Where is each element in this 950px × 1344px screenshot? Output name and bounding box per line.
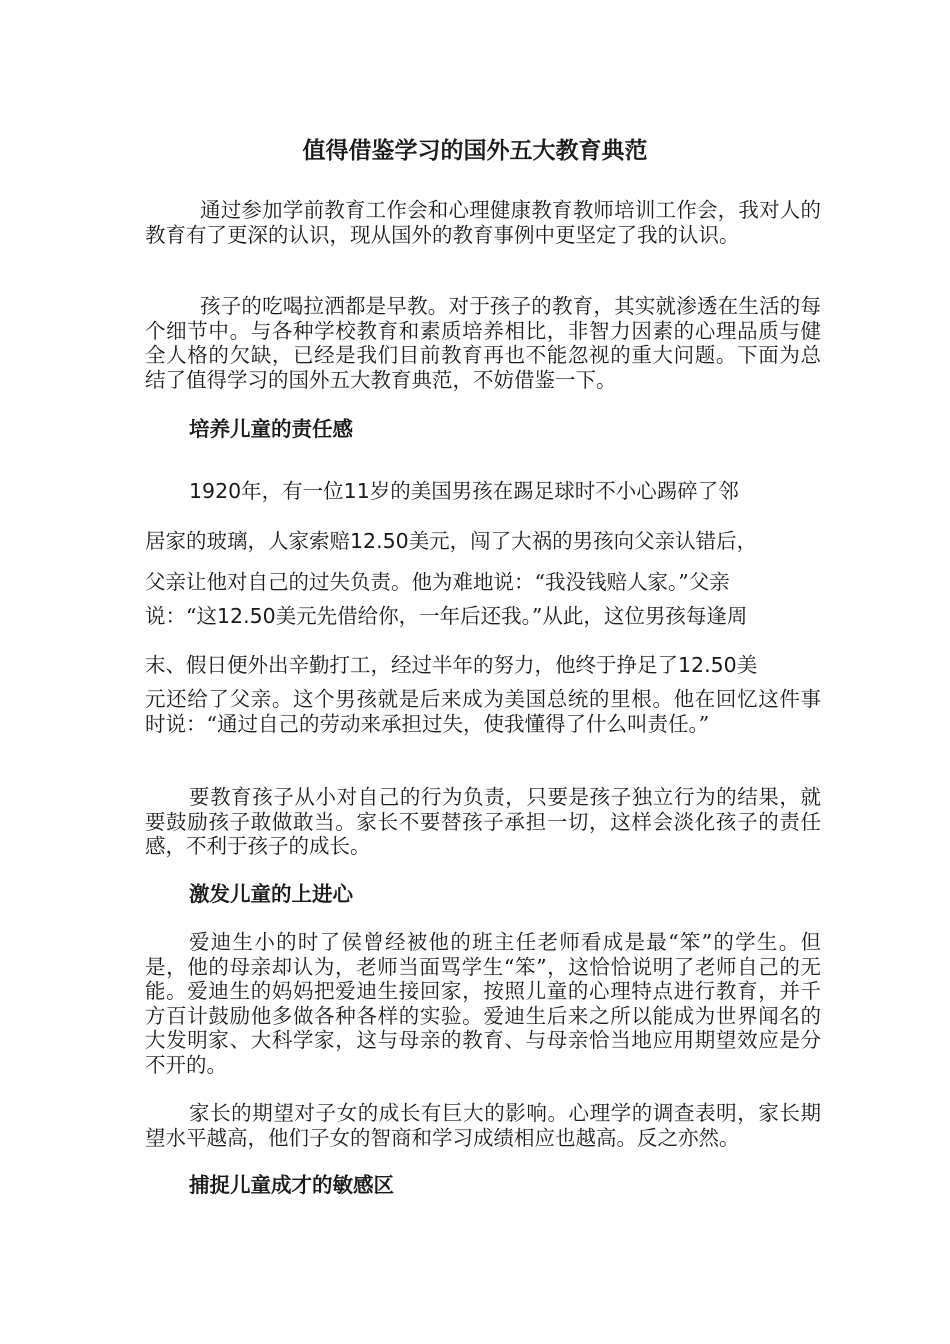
section-heading-responsibility: 培养儿童的责任感 [189,417,353,441]
story-line: 1920年，有一位11岁的美国男孩在踢足球时不小心踢碎了邻 [189,479,739,503]
edison-paragraph: 爱迪生小的时了侯曾经被他的班主任老师看成是最“笨”的学生。但是，他的母亲却认为，老师当面骂学生“笨”，这恰恰说明了老师自己的无能。爱迪生的妈妈把爱迪生接回家，按照儿童的心理特点进行教育，并千方百计鼓励他多做各种各样的实验。爱迪生后来之所以能成为世界闻名的大发明家、大科学家，这与母亲的教育、与母亲恰当地应用期望效应是分不开的。 [145,930,821,1077]
story-line: 居家的玻璃，人家索赔12.50美元，闯了大祸的男孩向父亲认错后， [145,529,758,553]
document-title: 值得借鉴学习的国外五大教育典范 [302,137,648,164]
responsibility-paragraph: 要教育孩子从小对自己的行为负责，只要是孩子独立行为的结果，就要鼓励孩子敢做敢当。家长不要替孩子承担一切，这样会淡化孩子的责任感，不利于孩子的成长。 [145,785,821,858]
expectation-paragraph: 家长的期望对子女的成长有巨大的影响。心理学的调查表明，家长期望水平越高，他们子女的智商和学习成绩相应也越高。反之亦然。 [145,1101,821,1150]
story-line: 末、假日便外出辛勤打工，经过半年的努力，他终于挣足了12.50美 [145,653,758,677]
section-heading-motivation: 激发儿童的上进心 [189,882,353,906]
story-line: 父亲让他对自己的过失负责。他为难地说：“我没钱赔人家。”父亲 [145,570,730,594]
story-tail: 元还给了父亲。这个男孩就是后来成为美国总统的里根。他在回忆这件事时说：“通过自己的劳动来承担过失，使我懂得了什么叫责任。” [145,687,821,736]
story-line: 说：“这12.50美元先借给你，一年后还我。”从此，这位男孩每逢周 [145,604,748,628]
intro-paragraph-1: 通过参加学前教育工作会和心理健康教育教师培训工作会，我对人的教育有了更深的认识，现从国外的教育事例中更坚定了我的认识。 [145,198,821,247]
section-heading-sensitive-period: 捕捉儿童成才的敏感区 [189,1173,394,1197]
intro-paragraph-2: 孩子的吃喝拉洒都是早教。对于孩子的教育，其实就渗透在生活的每个细节中。与各种学校教育和素质培养相比，非智力因素的心理品质与健全人格的欠缺，已经是我们目前教育再也不能忽视的重大问题。下面为总结了值得学习的国外五大教育典范，不妨借鉴一下。 [145,294,821,392]
